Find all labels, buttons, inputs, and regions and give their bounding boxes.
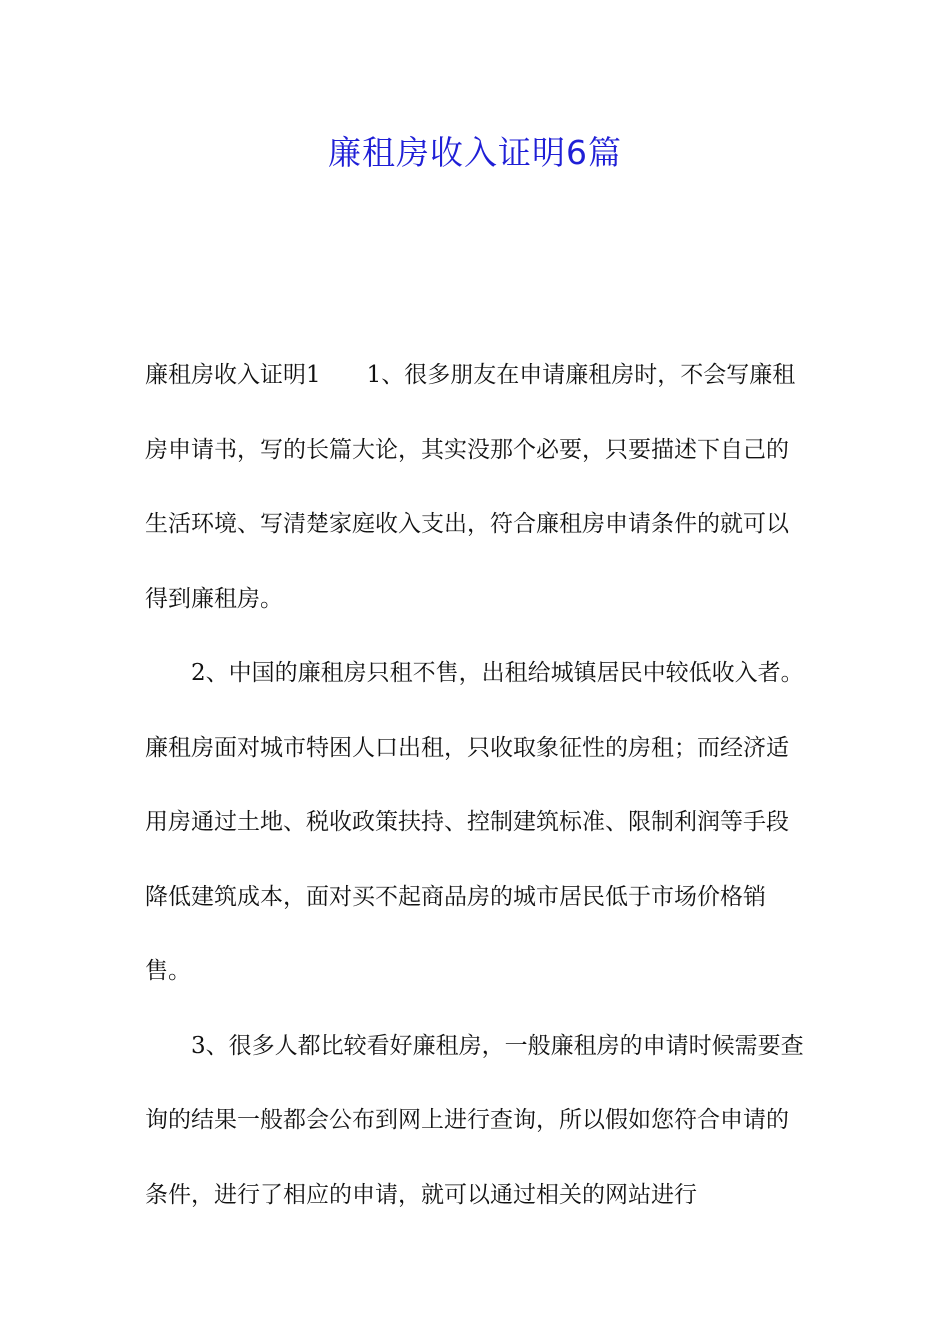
paragraph-3: 3、很多人都比较看好廉租房，一般廉租房的申请时候需要查询的结果一般都会公布到网上进行查询，所以假如您符合申请的条件，进行了相应的申请，就可以通过相关的网站进行 xyxy=(145,1032,804,1208)
document-title: 廉租房收入证明6篇 xyxy=(328,133,622,172)
document-body xyxy=(145,338,810,1232)
paragraph-1 xyxy=(145,338,810,636)
section-heading: 廉租房收入证明1 xyxy=(145,362,321,388)
paragraph-2: 2、中国的廉租房只租不售，出租给城镇居民中较低收入者。廉租房面对城市特困人口出租，只收取象征性的房租；而经济适用房通过土地、税收政策扶持、控制建筑标准、限制利润等手段降低建筑成本，面对买不起商品房的城市居民低于市场价格销售。 xyxy=(145,660,804,984)
paragraph-1-text: 1、很多朋友在申请廉租房时，不会写廉租房申请书，写的长篇大论，其实没那个必要，只要描述下自己的生活环境、写清楚家庭收入支出，符合廉租房申请条件的就可以得到廉租房。 xyxy=(145,362,796,612)
